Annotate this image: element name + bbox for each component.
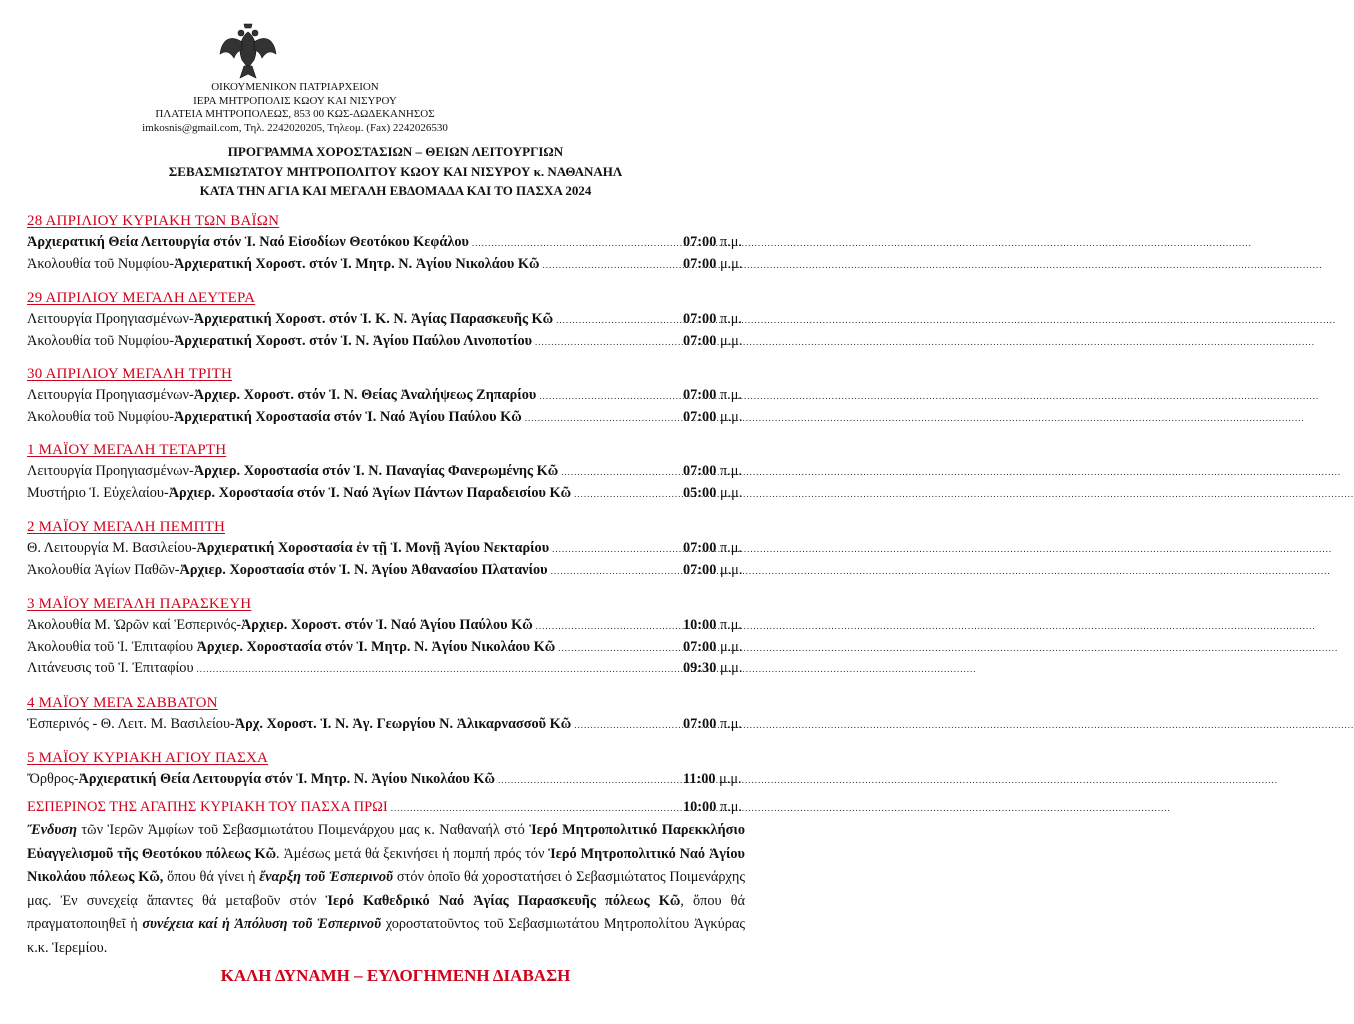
header-line-1: ΟΙΚΟΥΜΕΝΙΚΟΝ ΠΑΤΡΙΑΡΧΕΙΟΝ (211, 81, 379, 93)
dot-leader (543, 255, 678, 277)
service-time: 11:00 μ.μ. (683, 771, 742, 787)
service-location: Ἀρχιερατική Χοροστασία στόν Ἱ. Ναό Ἁγίου Παύλου Κῶ (173, 408, 522, 425)
vespers-section (27, 797, 745, 819)
service-location: Ἀρχιερατική Χοροστ. στόν Ἱ. Ν. Ἁγίου Παύλου Λινοποτίου (173, 332, 533, 349)
service-location: Ἀρχιερατική Θεία Λειτουργία στόν Ἱ. Μητρ. Ν. Ἁγίου Νικολάου Κῶ (78, 771, 495, 787)
day-heading: 5 ΜΑΪΟΥ ΚΥΡΙΑΚΗ ΑΓΙΟΥ ΠΑΣΧΑ (27, 750, 269, 766)
service-time: 07:00 π.μ. (683, 234, 742, 250)
dot-leader (472, 233, 677, 255)
service-time: 05:00 μ.μ. (683, 484, 743, 501)
service-row (27, 714, 745, 736)
service-name: Ἑσπερινός - Θ. Λειτ. Μ. Βασιλείου- (27, 716, 235, 732)
service-location: Ἀρχ. Χοροστ. Ἱ. Ν. Ἁγ. Γεωργίου Ν. Ἁλικαρνασσοῦ Κῶ (234, 716, 572, 732)
title-line-3: ΚΑΤΑ ΤΗΝ ΑΓΙΑ ΚΑΙ ΜΕΓΑΛΗ ΕΒΔΟΜΑΔΑ ΚΑΙ ΤΟ ΠΑΣΧΑ 2024 (199, 183, 592, 198)
paragraph-segment: ὅπου θά γίνει ἡ (163, 869, 260, 885)
service-name: Ἀκολουθία Ἁγίων Παθῶν- (27, 561, 180, 578)
service-time: 07:00 μ.μ. (683, 561, 743, 578)
service-name: Ἀκολουθία τοῦ Νυμφίου- (27, 255, 174, 272)
service-description (27, 714, 571, 736)
paragraph-segment: Ἱερό Μητροπολιτικό Ναό Ἁγίου Νικολάου πόλεως Κῶ, (27, 845, 745, 885)
paragraph-segment: , ὅπου θά πραγματοποιηθεῖ ἡ (27, 892, 745, 932)
title-line-1: ΠΡΟΓΡΑΜΜΑ ΧΟΡΟΣΤΑΣΙΩΝ – ΘΕΙΩΝ ΛΕΙΤΟΥΡΓΙΩΝ (227, 144, 564, 159)
dot-leader (539, 386, 677, 408)
service-row (27, 407, 745, 429)
dot-leader (498, 770, 677, 792)
service-name: Λιτάνευσις τοῦ Ἱ. Ἐπιταφίου (27, 660, 194, 677)
paragraph-segment: . Ἀμέσως μετά θά ξεκινήσει ἡ πομπή πρός τόν (276, 845, 549, 862)
closing-wish: ΚΑΛΗ ΔΥΝΑΜΗ – ΕΥΛΟΓΗΜΕΝΗ ΔΙΑΒΑΣΗ (220, 966, 571, 985)
day-heading: 4 ΜΑΪΟΥ ΜΕΓΑ ΣΑΒΒΑΤΟΝ (27, 695, 218, 711)
dot-leader (574, 484, 677, 506)
service-description (27, 658, 194, 680)
dot-leader (525, 408, 677, 430)
service-description (27, 461, 558, 483)
service-row (27, 637, 745, 659)
title-line-2: ΣΕΒΑΣΜΙΩΤΑΤΟΥ ΜΗΤΡΟΠΟΛΙΤΟΥ ΚΩΟΥ ΚΑΙ ΝΙΣΥΡΟΥ κ. ΝΑΘΑΝΑΗΛ (168, 163, 623, 179)
schedule-day-section (27, 692, 745, 736)
dot-leader (556, 310, 677, 332)
service-name: Λειτουργία Προηγιασμένων- (27, 463, 194, 479)
service-row (27, 769, 745, 791)
service-description (27, 407, 522, 429)
service-description (27, 385, 536, 407)
service-row (27, 538, 745, 560)
dot-leader (535, 332, 677, 354)
service-time: 07:00 μ.μ. (683, 332, 743, 349)
dot-leader (552, 539, 677, 561)
service-row (27, 461, 745, 483)
service-description (27, 560, 548, 582)
service-time: 07:00 μ.μ. (683, 638, 743, 655)
dot-leader (558, 638, 677, 660)
service-location: Ἀρχιερ. Χοροστασία στόν Ἱ. Μητρ. Ν. Ἁγίου Νικολάου Κῶ (196, 638, 556, 655)
document-title (0, 142, 791, 201)
vespers-time: 10:00 π.μ. (683, 799, 742, 815)
service-name: Λειτουργία Προηγιασμένων- (27, 387, 194, 403)
service-time: 07:00 μ.μ. (683, 255, 743, 272)
service-name: Μυστήριο Ἱ. Εὐχελαίου- (27, 484, 169, 501)
paragraph-segment: Ἔνδυση (27, 822, 77, 838)
service-description (27, 538, 549, 560)
service-location: Ἀρχιερατική Χοροστ. στόν Ἱ. Κ. Ν. Ἁγίας Παρασκευῆς Κῶ (193, 311, 554, 327)
paragraph-segment: στόν ὁποῖο θά χοροστατήσει ὁ Σεβασμιώτατος Ποιμενάρχης μας. Ἐν συνεχείᾳ ἅπαντες θά μεταβοῦν στόν (27, 869, 745, 909)
schedule-day-section (27, 516, 745, 581)
service-location: Ἀρχιερατική Χοροστ. στόν Ἱ. Μητρ. Ν. Ἁγίου Νικολάου Κῶ (173, 255, 540, 272)
service-row (27, 385, 745, 407)
double-headed-eagle-emblem (218, 20, 278, 82)
service-description (27, 769, 495, 791)
day-heading: 3 ΜΑΪΟΥ ΜΕΓΑΛΗ ΠΑΡΑΣΚΕΥΗ (27, 596, 252, 612)
service-description (27, 254, 540, 276)
paragraph-segment: τῶν Ἱερῶν Ἀμφίων τοῦ Σεβασμιωτάτου Ποιμενάρχου μας κ. Ναθαναήλ στό (76, 822, 530, 838)
vespers-heading: ΕΣΠΕΡΙΝΟΣ ΤΗΣ ΑΓΑΠΗΣ ΚΥΡΙΑΚΗ ΤΟΥ ΠΑΣΧΑ ΠΡΩΙ (27, 799, 388, 815)
service-name: Ἀκολουθία τοῦ Νυμφίου- (27, 408, 174, 425)
service-time: 10:00 π.μ. (683, 617, 742, 633)
dot-leader (197, 659, 677, 681)
dot-leader (391, 798, 677, 820)
service-time: 07:00 μ.μ. (683, 408, 743, 425)
service-time: 07:00 π.μ. (683, 540, 742, 556)
service-row (27, 232, 745, 254)
service-name: Θ. Λειτουργία Μ. Βασιλείου- (27, 540, 197, 556)
header-address: ΠΛΑΤΕΙΑ ΜΗΤΡΟΠΟΛΕΩΣ, 853 00 ΚΩΣ-ΔΩΔΕΚΑΝΗΣΟΣ (155, 108, 435, 120)
service-row (27, 483, 745, 505)
paragraph-segment: χοροστατοῦντος τοῦ Σεβασμιωτάτου Μητροπολίτου Ἀγκύρας κ.κ. Ἱερεμίου. (27, 916, 745, 956)
dot-leader (574, 715, 677, 737)
paragraph-segment: Ἱερό Μητροπολιτικό Παρεκκλήσιο Εὐαγγελισμοῦ τῆς Θεοτόκου πόλεως Κῶ (27, 822, 745, 862)
service-row (27, 658, 745, 680)
vespers-description (27, 819, 745, 960)
service-row (27, 309, 745, 331)
schedule-day-section (27, 210, 745, 275)
day-heading: 1 ΜΑΪΟΥ ΜΕΓΑΛΗ ΤΕΤΑΡΤΗ (27, 442, 227, 458)
service-name: Ἀκολουθία τοῦ Νυμφίου- (27, 332, 174, 349)
service-location: Ἀρχιερ. Χοροστασία στόν Ἱ. Ν. Παναγίας Φανερωμένης Κῶ (193, 463, 559, 479)
paragraph-segment: Ἱερό Καθεδρικό Ναό Ἁγίας Παρασκευῆς πόλεως Κῶ (325, 892, 681, 909)
service-time: 09:30 μ.μ. (683, 660, 743, 677)
service-row (27, 331, 745, 353)
paragraph-segment: ἔναρξη τοῦ Ἑσπερινοῦ (259, 869, 394, 885)
dot-leader (536, 616, 677, 638)
service-time: 07:00 π.μ. (683, 463, 742, 479)
dot-leader (551, 561, 677, 583)
paragraph-segment: συνέχεια καί ἡ Ἀπόλυση τοῦ Ἑσπερινοῦ (142, 916, 382, 932)
service-row (27, 615, 745, 637)
service-name: Ὄρθρος- (27, 771, 79, 787)
service-description (27, 483, 571, 505)
service-row (27, 254, 745, 276)
service-location: Ἀρχιερ. Χοροστασία στόν Ἱ. Ναό Ἁγίων Πάντων Παραδεισίου Κῶ (168, 484, 572, 501)
service-time: 07:00 π.μ. (683, 387, 742, 403)
service-description (27, 615, 533, 637)
schedule-day-section (27, 287, 745, 352)
service-description (27, 309, 553, 331)
service-description (27, 637, 555, 659)
day-heading: 29 ΑΠΡΙΛΙΟΥ ΜΕΓΑΛΗ ΔΕΥΤΕΡΑ (27, 290, 256, 306)
service-location: Ἀρχιερ. Χοροστ. στόν Ἱ. Ναό Ἁγίου Παύλου Κῶ (240, 617, 533, 633)
day-heading: 28 ΑΠΡΙΛΙΟΥ ΚΥΡΙΑΚΗ ΤΩΝ ΒΑΪΩΝ (27, 213, 280, 229)
schedule-day-section (27, 747, 745, 791)
service-name: Λειτουργία Προηγιασμένων- (27, 311, 194, 327)
dot-leader (561, 462, 677, 484)
service-name: Ἀκολουθία Μ. Ὡρῶν καί Ἑσπερινός- (27, 617, 241, 633)
schedule-day-section (27, 363, 745, 428)
header-line-2: ΙΕΡΑ ΜΗΤΡΟΠΟΛΙΣ ΚΩΟΥ ΚΑΙ ΝΙΣΥΡΟΥ (193, 94, 397, 107)
service-time: 07:00 π.μ. (683, 311, 742, 327)
day-heading: 2 ΜΑΪΟΥ ΜΕΓΑΛΗ ΠΕΜΠΤΗ (27, 519, 226, 535)
day-heading: 30 ΑΠΡΙΛΙΟΥ ΜΕΓΑΛΗ ΤΡΙΤΗ (27, 366, 233, 382)
service-name: Ἀκολουθία τοῦ Ἱ. Ἐπιταφίου (27, 638, 197, 655)
header-contact: imkosnis@gmail.com, Τηλ. 2242020205, Τηλεομ. (Fax) 2242026530 (142, 121, 448, 134)
schedule-day-section (27, 593, 745, 680)
service-description (27, 331, 532, 353)
service-row (27, 560, 745, 582)
service-location: Ἀρχιερατική Θεία Λειτουργία στόν Ἱ. Ναό Εἰσοδίων Θεοτόκου Κεφάλου (27, 234, 469, 250)
service-location: Ἀρχιερ. Χοροστασία στόν Ἱ. Ν. Ἁγίου Ἀθανασίου Πλατανίου (179, 561, 548, 578)
service-location: Ἀρχιερ. Χοροστ. στόν Ἱ. Ν. Θείας Ἀναλήψεως Ζηπαρίου (193, 387, 537, 403)
service-time: 07:00 π.μ. (683, 716, 742, 732)
service-location: Ἀρχιερατική Χοροστασία ἐν τῇ Ἱ. Μονῇ Ἁγίου Νεκταρίου (196, 540, 550, 556)
service-description (27, 232, 469, 254)
schedule-day-section (27, 439, 745, 504)
